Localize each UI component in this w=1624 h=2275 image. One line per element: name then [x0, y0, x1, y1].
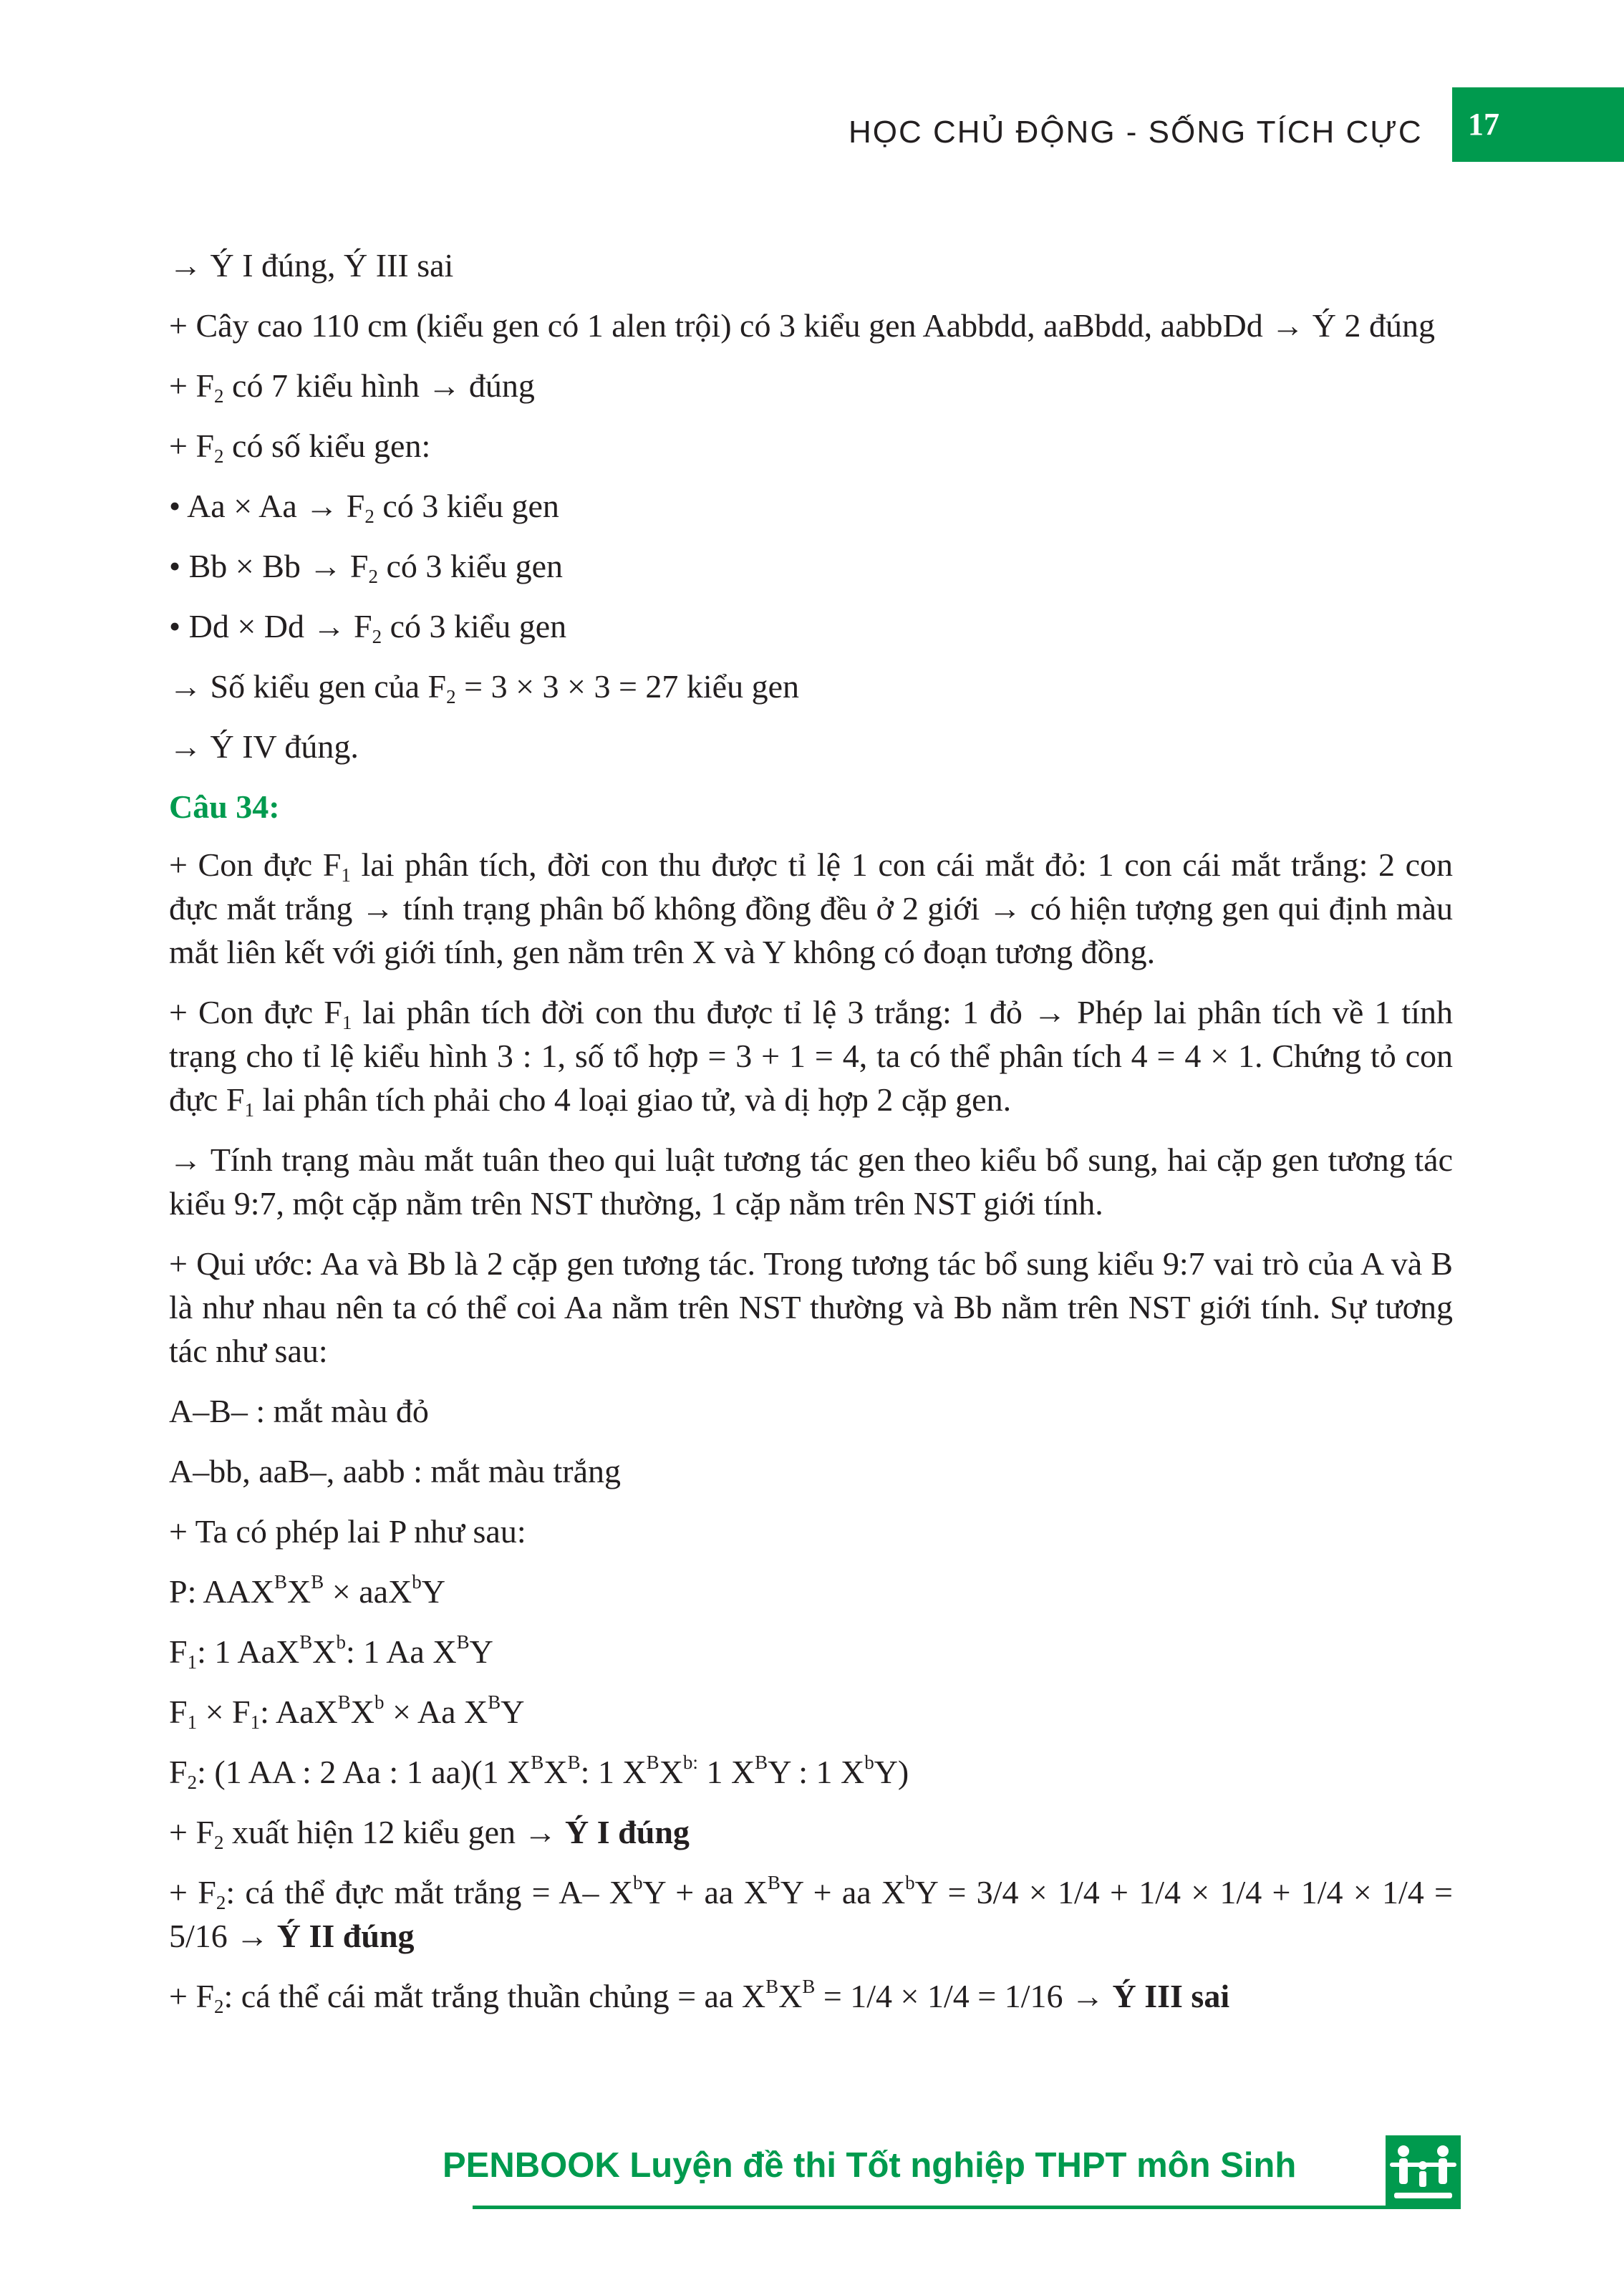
list-item: • $Bb \times Bb \to F_2$ có 3 kiểu gen — [169, 548, 564, 587]
text-line: + $F_2$ có 7 kiểu hình → đúng — [169, 367, 535, 407]
page-number: 17 — [1468, 107, 1499, 142]
formula-line: P: $AAX^BX^B \times aaX^bY$ — [169, 1571, 445, 1610]
paragraph: → Tính trạng màu mắt tuân theo qui luật tương tác gen theo kiểu bổ sung, hai cặp gen tương tác kiểu 9:7, một cặp nằm trên NST thường, 1 cặp nằm trên NST giới tính. — [169, 1141, 1453, 1222]
list-item: • $Dd \times Dd \to F_2$ có 3 kiểu gen — [169, 608, 567, 647]
text-line: + Ta có phép lai P như sau: — [169, 1513, 526, 1550]
text-line: A–B– : mắt màu đỏ — [169, 1393, 429, 1429]
question-heading: Câu 34: — [169, 788, 280, 825]
text-line: A–bb, aaB–, aabb : mắt màu trắng — [169, 1453, 622, 1489]
text-line: + $F_2$ có số kiểu gen: — [169, 428, 431, 467]
paragraph: + Con đực $F_1$ lai phân tích, đời con thu được tỉ lệ 1 con cái mắt đỏ: 1 con cái mắt trắng: 2 con đực mắt trắng → tính trạng phân bố không đồng đều ở 2 giới → có hiện tượng gen qui định màu mắt liên kết với giới tính, gen nằm trên X và Y không có đoạn tương đồng. — [169, 846, 1453, 970]
footer-title: PENBOOK Luyện đề thi Tốt nghiệp THPT môn Sinh — [443, 2146, 1297, 2185]
paragraph: + $F_2$: cá thể đực mắt trắng = A– $X^bY$ + aa $X^BY$ + aa $X^bY = 3/4 \times 1/4 + 1/4 \times 1/4 + 1/4 \times 1/4 = 5/16$ → Ý II đúng — [169, 1872, 1454, 1954]
text-line: → Ý I đúng, Ý III sai — [169, 247, 454, 284]
text-line: + $F_2$ xuất hiện 12 kiểu gen → Ý I đúng — [169, 1814, 690, 1853]
page-content — [169, 243, 1453, 2034]
formula-line: $F_1$: 1 $AaX^BX^b$: 1 Aa $X^BY$ — [169, 1631, 493, 1673]
paragraph: + Con đực $F_1$ lai phân tích đời con thu được tỉ lệ 3 trắng: 1 đỏ → Phép lai phân tích về 1 tính trạng cho tỉ lệ kiểu hình 3 : 1, số tổ hợp = 3 + 1 = 4, ta có thể phân tích 4 = 4 × 1. Chứng tỏ con đực $F_1$ lai phân tích phải cho 4 loại giao tử, và dị hợp 2 cặp gen. — [169, 994, 1453, 1121]
text-line: → Số kiểu gen của $F_2 = 3 \times 3 \times 3 = 27$ kiểu gen — [169, 668, 800, 707]
page-number-box — [1452, 87, 1624, 162]
formula-line: $F_1 \times F_1$: $AaX^BX^b \times Aa$ $X^BY$ — [169, 1691, 525, 1733]
text-line: + Cây cao 110 cm (kiểu gen có 1 alen trội) có 3 kiểu gen Aabbdd, aaBbdd, aabbDd → Ý 2 đúng — [169, 307, 1435, 344]
paragraph: + Qui ước: Aa và Bb là 2 cặp gen tương tác. Trong tương tác bổ sung kiểu 9:7 vai trò của A và B là như nhau nên ta có thể coi Aa nằm trên NST thường và Bb nằm trên NST giới tính. Sự tương tác như sau: — [169, 1245, 1453, 1369]
header-title: HỌC CHỦ ĐỘNG - SỐNG TÍCH CỰC — [849, 115, 1423, 150]
text-line: → Ý IV đúng. — [169, 728, 359, 765]
list-item: • $Aa \times Aa \to F_2$ có 3 kiểu gen — [169, 488, 559, 527]
footer-rule — [473, 2206, 1459, 2209]
family-logo-icon — [1386, 2135, 1461, 2209]
formula-line: $F_2$: (1 AA : 2 Aa : 1 aa)(1 $X^BX^B$: 1 $X^BX^{b:}$ 1 $X^BY$ : 1 $X^bY$) — [169, 1752, 909, 1793]
text-line: + $F_2$: cá thể cái mắt trắng thuần chủng = aa $X^BX^B = 1/4 \times 1/4 = 1/16$ → Ý III sai — [169, 1976, 1230, 2017]
